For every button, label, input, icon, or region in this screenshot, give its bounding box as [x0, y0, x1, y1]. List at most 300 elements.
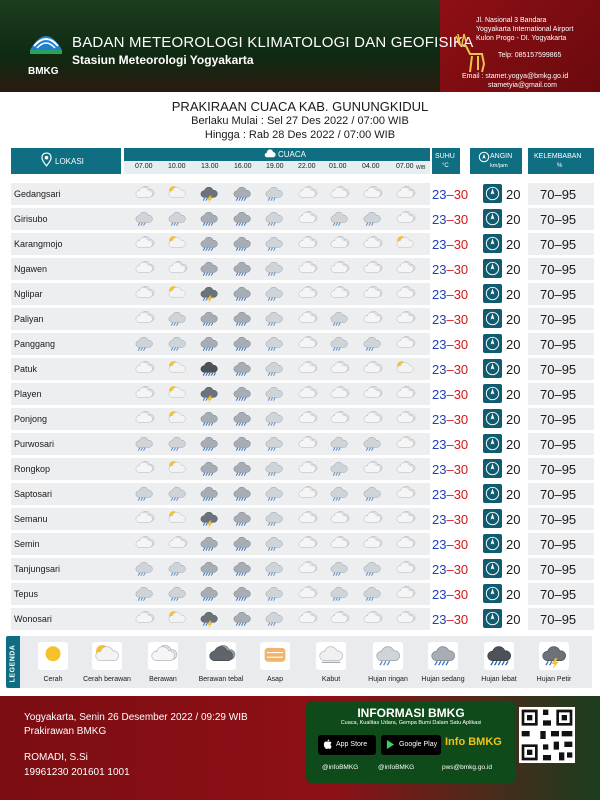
weather-hujan-ringan-icon [359, 484, 385, 504]
location-name: Paliyan [14, 314, 44, 324]
wind-compass-icon [483, 434, 502, 453]
temperature [432, 537, 468, 552]
weather-berawan-icon [294, 559, 320, 579]
email-line: Email : stamet.yogya@bmkg.go.id [462, 73, 569, 80]
legend-hujan-sedang-icon [428, 642, 458, 670]
suhu-label: SUHU [435, 153, 455, 160]
weather-berawan-icon [131, 509, 157, 529]
valid-from: Berlaku Mulai : Sel 27 Des 2022 / 07:00 WIB [191, 115, 409, 127]
wind-compass-icon [483, 459, 502, 478]
weather-hujan-ringan-icon [261, 584, 287, 604]
legend-label: Asap [267, 676, 283, 683]
weather-hujan-sedang-icon [229, 234, 255, 254]
hour-label: 01.00 [329, 163, 347, 170]
play-icon [386, 739, 395, 750]
temp-max: 30 [453, 387, 469, 402]
humidity-value: 70–95 [540, 587, 577, 602]
legend-hujan-lebat-icon [484, 642, 514, 670]
weather-hujan-ringan-icon [359, 209, 385, 229]
phone-text: Telp: 085157599865 [498, 52, 562, 59]
legend-icon-box [373, 642, 403, 670]
weather-hujan-ringan-icon [261, 509, 287, 529]
social-twitter[interactable]: @infoBMKG [378, 764, 415, 771]
wind-direction-box [483, 509, 502, 528]
temp-dash: – [446, 462, 454, 477]
humidity-value: 70–95 [540, 287, 577, 302]
weather-berawan-icon [359, 309, 385, 329]
humidity-value: 70–95 [540, 437, 577, 452]
legend-label: Kabut [321, 676, 341, 683]
wind-direction-box [483, 209, 502, 228]
legend-berawan-icon [148, 642, 178, 670]
weather-hujan-sedang-icon [196, 309, 222, 329]
location-name: Tepus [14, 589, 39, 599]
location-name: Gedangsari [14, 189, 61, 199]
temp-dash: – [446, 212, 454, 227]
legend-asap-icon [260, 642, 290, 670]
temp-dash: – [446, 362, 454, 377]
weather-berawan-icon [131, 409, 157, 429]
wind-compass-icon [483, 234, 502, 253]
temp-max: 30 [453, 612, 469, 627]
column-header-suhu [432, 148, 460, 174]
temperature [432, 412, 468, 427]
weather-hujan-sedang-icon [229, 434, 255, 454]
wind-direction-box [483, 559, 502, 578]
weather-hujan-sedang-icon [229, 584, 255, 604]
temp-min: 23 [432, 587, 447, 602]
location-name: Semin [14, 539, 40, 549]
weather-hujan-ringan-icon [261, 284, 287, 304]
weather-hujan-ringan-icon [261, 384, 287, 404]
weather-hujan-ringan-icon [261, 234, 287, 254]
weather-hujan-ringan-icon [131, 334, 157, 354]
weather-berawan-icon [294, 409, 320, 429]
temp-min: 23 [432, 262, 447, 277]
legend-icon-box [148, 642, 178, 670]
legend-tab [6, 636, 20, 688]
weather-hujan-sedang-icon [196, 409, 222, 429]
wind-compass-icon [483, 609, 502, 628]
location-name: Girisubo [14, 214, 48, 224]
location-name: Ngawen [14, 264, 48, 274]
wind-direction-box [483, 284, 502, 303]
weather-berawan-icon [326, 509, 352, 529]
weather-berawan-icon [131, 384, 157, 404]
weather-hujan-ringan-icon [164, 434, 190, 454]
google-play-button[interactable] [381, 735, 441, 755]
temp-dash: – [446, 237, 454, 252]
weather-cerah-berawan-icon [164, 609, 190, 629]
cuaca-label: CUACA [278, 150, 307, 159]
weather-hujan-ringan-icon [326, 434, 352, 454]
weather-berawan-icon [326, 259, 352, 279]
weather-berawan-icon [294, 209, 320, 229]
temperature [432, 362, 468, 377]
kelembaban-unit: % [557, 163, 563, 169]
info-title: INFORMASI BMKG [357, 706, 465, 720]
weather-hujan-ringan-icon [164, 334, 190, 354]
weather-berawan-icon [294, 384, 320, 404]
temp-max: 30 [453, 187, 469, 202]
wind-direction-box [483, 434, 502, 453]
weather-hujan-sedang-icon [196, 559, 222, 579]
humidity-value: 70–95 [540, 187, 577, 202]
weather-hujan-ringan-icon [326, 334, 352, 354]
humidity-value: 70–95 [540, 262, 577, 277]
weather-berawan-icon [294, 534, 320, 554]
temp-min: 23 [432, 362, 447, 377]
temp-dash: – [446, 312, 454, 327]
address-line: Kulon Progo - DI. Yogyakarta [476, 35, 567, 42]
weather-cerah-berawan-icon [392, 359, 418, 379]
hour-label: 04.00 [362, 163, 380, 170]
column-header-angin [470, 148, 522, 174]
temp-min: 23 [432, 287, 447, 302]
hour-label: 10.00 [168, 163, 186, 170]
qr-code-icon[interactable] [519, 707, 575, 763]
weather-berawan-icon [359, 359, 385, 379]
weather-hujan-ringan-icon [326, 559, 352, 579]
humidity-value: 70–95 [540, 312, 577, 327]
weather-berawan-icon [131, 459, 157, 479]
weather-berawan-icon [359, 459, 385, 479]
weather-hujan-ringan-icon [131, 559, 157, 579]
location-name: Patuk [14, 364, 38, 374]
weather-hujan-sedang-icon [196, 534, 222, 554]
temp-min: 23 [432, 237, 447, 252]
temp-dash: – [446, 287, 454, 302]
temp-min: 23 [432, 387, 447, 402]
legend-tab-label: LEGENDA [9, 644, 17, 683]
weather-berawan-icon [294, 309, 320, 329]
legend-icon-box [206, 642, 236, 670]
temp-dash: – [446, 562, 454, 577]
temp-min: 23 [432, 212, 447, 227]
temp-min: 23 [432, 487, 447, 502]
weather-hujan-ringan-icon [261, 609, 287, 629]
info-bmkg-brand: Info BMKG [445, 736, 502, 748]
wind-speed: 20 [506, 212, 521, 227]
social-email[interactable]: pws@bmkg.go.id [442, 764, 492, 771]
weather-berawan-icon [326, 234, 352, 254]
weather-hujan-ringan-icon [261, 209, 287, 229]
weather-hujan-ringan-icon [261, 559, 287, 579]
weather-berawan-icon [392, 209, 418, 229]
wind-speed: 20 [506, 512, 521, 527]
humidity-value: 70–95 [540, 562, 577, 577]
wind-direction-box [483, 459, 502, 478]
temp-min: 23 [432, 337, 447, 352]
legend-cerah-berawan-icon [92, 642, 122, 670]
temp-max: 30 [453, 562, 469, 577]
weather-hujan-sedang-icon [196, 209, 222, 229]
weather-hujan-sedang-icon [229, 309, 255, 329]
weather-cerah-berawan-icon [164, 234, 190, 254]
weather-hujan-ringan-icon [359, 584, 385, 604]
wind-direction-box [483, 409, 502, 428]
wind-direction-box [483, 259, 502, 278]
weather-berawan-icon [392, 509, 418, 529]
weather-hujan-sedang-icon [196, 484, 222, 504]
weather-berawan-icon [392, 384, 418, 404]
info-subtitle: Cuaca, Kualitas Udara, Gempa Bumi Dalam Satu Aplikasi [340, 720, 482, 726]
legend-label: Berawan [149, 676, 177, 683]
wind-direction-box [483, 234, 502, 253]
weather-berawan-icon [326, 609, 352, 629]
app-store-label: App Store [336, 741, 368, 748]
weather-hujan-ringan-icon [261, 334, 287, 354]
weather-berawan-icon [392, 334, 418, 354]
weather-hujan-petir-icon [196, 509, 222, 529]
weather-hujan-ringan-icon [261, 259, 287, 279]
wind-compass-icon [483, 584, 502, 603]
weather-berawan-icon [164, 534, 190, 554]
legend-label: Hujan ringan [368, 676, 408, 683]
weather-hujan-ringan-icon [326, 584, 352, 604]
weather-cerah-berawan-icon [164, 459, 190, 479]
temperature [432, 262, 468, 277]
temperature [432, 287, 468, 302]
humidity-value: 70–95 [540, 237, 577, 252]
location-name: Karangmojo [14, 239, 63, 249]
suhu-unit: °C [442, 163, 449, 169]
temp-max: 30 [453, 312, 469, 327]
temp-max: 30 [453, 512, 469, 527]
bmkg-logo-icon [26, 28, 66, 64]
weather-hujan-ringan-icon [131, 434, 157, 454]
wind-speed: 20 [506, 612, 521, 627]
temp-max: 30 [453, 437, 469, 452]
legend-icon-box [92, 642, 122, 670]
forecast-title: PRAKIRAAN CUACA KAB. GUNUNGKIDUL [171, 99, 429, 114]
weather-cerah-berawan-icon [164, 284, 190, 304]
weather-berawan-icon [359, 184, 385, 204]
hour-label: 22.00 [298, 163, 316, 170]
temp-max: 30 [453, 537, 469, 552]
temp-max: 30 [453, 287, 469, 302]
location-name: Nglipar [14, 289, 43, 299]
weather-hujan-ringan-icon [261, 534, 287, 554]
temp-max: 30 [453, 487, 469, 502]
weather-hujan-ringan-icon [261, 359, 287, 379]
weather-berawan-icon [131, 259, 157, 279]
forecaster-role: Prakirawan BMKG [24, 726, 107, 737]
weather-cerah-berawan-icon [164, 509, 190, 529]
wind-speed: 20 [506, 387, 521, 402]
weather-berawan-icon [359, 384, 385, 404]
legend-label: Cerah berawan [83, 676, 131, 683]
legend-hujan-petir-icon [539, 642, 569, 670]
weather-hujan-sedang-icon [229, 284, 255, 304]
weather-berawan-icon [392, 434, 418, 454]
temp-min: 23 [432, 312, 447, 327]
weather-berawan-icon [131, 234, 157, 254]
weather-berawan-icon [294, 284, 320, 304]
wind-compass-icon [483, 209, 502, 228]
wind-speed: 20 [506, 562, 521, 577]
weather-hujan-petir-icon [196, 284, 222, 304]
wind-speed: 20 [506, 487, 521, 502]
lokasi-label: LOKASI [55, 157, 84, 166]
weather-berawan-icon [131, 534, 157, 554]
weather-hujan-ringan-icon [359, 559, 385, 579]
google-play-label: Google Play [399, 741, 438, 748]
app-store-button[interactable] [318, 735, 376, 755]
temp-max: 30 [453, 587, 469, 602]
weather-hujan-sedang-icon [229, 259, 255, 279]
wind-direction-box [483, 309, 502, 328]
wind-compass-icon [483, 334, 502, 353]
wind-compass-icon [483, 559, 502, 578]
weather-berawan-icon [392, 609, 418, 629]
weather-berawan-icon [294, 609, 320, 629]
weather-hujan-sedang-icon [196, 434, 222, 454]
location-name: Tanjungsari [14, 564, 61, 574]
legend-label: Hujan lebat [481, 676, 517, 683]
location-name: Rongkop [14, 464, 51, 474]
location-pin-icon [41, 152, 52, 167]
weather-hujan-sedang-icon [229, 534, 255, 554]
humidity-value: 70–95 [540, 462, 577, 477]
wind-direction-box [483, 484, 502, 503]
weather-hujan-sedang-icon [229, 459, 255, 479]
wind-compass-icon [483, 384, 502, 403]
weather-berawan-icon [392, 559, 418, 579]
temp-max: 30 [453, 412, 469, 427]
weather-hujan-sedang-icon [229, 359, 255, 379]
weather-berawan-icon [392, 259, 418, 279]
wind-compass-icon [483, 409, 502, 428]
temperature [432, 187, 468, 202]
weather-berawan-icon [294, 259, 320, 279]
temperature [432, 212, 468, 227]
weather-hujan-ringan-icon [326, 459, 352, 479]
wind-compass-icon [483, 359, 502, 378]
weather-hujan-ringan-icon [261, 184, 287, 204]
location-name: Wonosari [14, 614, 52, 624]
humidity-value: 70–95 [540, 612, 577, 627]
weather-hujan-ringan-icon [261, 459, 287, 479]
temp-min: 23 [432, 462, 447, 477]
weather-hujan-petir-icon [196, 609, 222, 629]
temp-min: 23 [432, 437, 447, 452]
weather-cerah-berawan-icon [164, 184, 190, 204]
weather-berawan-icon [294, 184, 320, 204]
weather-berawan-icon [392, 409, 418, 429]
weather-berawan-icon [392, 534, 418, 554]
temperature [432, 462, 468, 477]
weather-berawan-icon [326, 534, 352, 554]
weather-hujan-ringan-icon [131, 484, 157, 504]
logo-text: BMKG [28, 66, 59, 77]
temp-max: 30 [453, 212, 469, 227]
temperature [432, 437, 468, 452]
wind-direction-box [483, 184, 502, 203]
humidity-value: 70–95 [540, 487, 577, 502]
weather-hujan-sedang-icon [196, 459, 222, 479]
weather-berawan-icon [131, 609, 157, 629]
wind-speed: 20 [506, 337, 521, 352]
column-header-kelembaban [528, 148, 594, 174]
legend-kabut-icon [316, 642, 346, 670]
weather-berawan-icon [326, 359, 352, 379]
weather-hujan-ringan-icon [164, 584, 190, 604]
weather-berawan-icon [294, 434, 320, 454]
weather-hujan-ringan-icon [131, 209, 157, 229]
weather-berawan-icon [392, 584, 418, 604]
wind-speed: 20 [506, 437, 521, 452]
temp-dash: – [446, 612, 454, 627]
weather-berawan-icon [294, 484, 320, 504]
weather-berawan-icon [359, 609, 385, 629]
address-line: Jl. Nasional 3 Bandara [476, 17, 547, 24]
weather-hujan-sedang-icon [196, 259, 222, 279]
weather-hujan-sedang-icon [229, 384, 255, 404]
wind-direction-box [483, 584, 502, 603]
weather-hujan-lebat-icon [196, 359, 222, 379]
wind-compass-icon [483, 284, 502, 303]
legend-hujan-ringan-icon [373, 642, 403, 670]
temperature [432, 512, 468, 527]
location-name: Panggang [14, 339, 56, 349]
weather-hujan-ringan-icon [164, 484, 190, 504]
weather-berawan-icon [359, 259, 385, 279]
weather-hujan-ringan-icon [359, 434, 385, 454]
email-line: stametyia@gmail.com [488, 82, 557, 89]
wind-speed: 20 [506, 262, 521, 277]
temp-min: 23 [432, 562, 447, 577]
address-line: Yogyakarta International Airport [476, 26, 574, 33]
weather-berawan-icon [294, 584, 320, 604]
legend-berawan-tebal-icon [206, 642, 236, 670]
wind-direction-box [483, 384, 502, 403]
temp-dash: – [446, 387, 454, 402]
weather-berawan-icon [294, 334, 320, 354]
legend-label: Hujan Petir [536, 676, 572, 683]
weather-hujan-sedang-icon [196, 584, 222, 604]
wind-compass-icon [483, 484, 502, 503]
weather-berawan-icon [131, 284, 157, 304]
weather-berawan-icon [294, 234, 320, 254]
temp-min: 23 [432, 537, 447, 552]
weather-hujan-ringan-icon [164, 209, 190, 229]
temperature [432, 237, 468, 252]
hour-label: 07.00 [396, 163, 414, 170]
angin-unit: km/jam [490, 163, 508, 169]
legend-label: Berawan tebal [198, 676, 244, 683]
location-name: Ponjong [14, 414, 48, 424]
wind-speed: 20 [506, 362, 521, 377]
weather-berawan-icon [294, 459, 320, 479]
temp-dash: – [446, 512, 454, 527]
wind-speed: 20 [506, 537, 521, 552]
weather-berawan-icon [392, 309, 418, 329]
weather-berawan-icon [359, 284, 385, 304]
weather-hujan-petir-icon [196, 384, 222, 404]
humidity-value: 70–95 [540, 512, 577, 527]
weather-hujan-sedang-icon [229, 209, 255, 229]
wib-label: WIB [416, 165, 426, 171]
weather-berawan-icon [294, 359, 320, 379]
legend-label: Hujan sedang [421, 676, 465, 683]
temperature [432, 612, 468, 627]
temperature [432, 387, 468, 402]
weather-berawan-icon [359, 509, 385, 529]
hour-label: 13.00 [201, 163, 219, 170]
weather-berawan-icon [131, 184, 157, 204]
social-instagram[interactable]: @infoBMKG [322, 764, 359, 771]
